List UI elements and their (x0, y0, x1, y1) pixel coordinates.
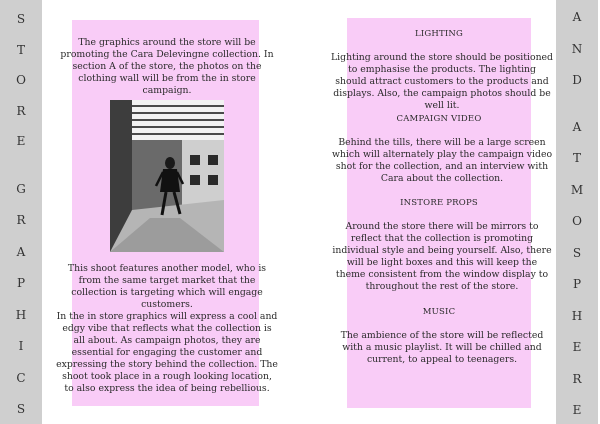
banner-letter: E (572, 340, 582, 354)
banner-letter: I (18, 339, 24, 353)
banner-letter: O (16, 73, 26, 87)
banner-letter: N (571, 42, 583, 56)
photo-caption-text: This shoot features another model, who is from the same target market that the collection is targeting which will engage customers. (67, 263, 267, 310)
graphics-body-text: In the in store graphics will express a cool and edgy vibe that reflects what the collection is all about. As campaign photos, they are essential for engaging the customer and expressing the story behind the collection. The shoot took place in a rough looking location, to also express the idea of being rebellious. (56, 311, 278, 394)
banner-letter: P (572, 277, 582, 291)
campaign-video-text: Behind the tills, there will be a large screen which will alternately play the campaign video shot for the collection, and an interview with Cara about the collection. (331, 137, 553, 184)
banner-letter: R (572, 372, 582, 386)
banner-letter: S (16, 402, 26, 416)
banner-letter: M (570, 183, 584, 197)
campaign-photo (110, 100, 224, 252)
banner-letter: A (572, 120, 582, 134)
banner-letter: H (571, 309, 583, 323)
banner-letter: T (16, 43, 25, 57)
instore-props-heading: INSTORE PROPS (400, 198, 478, 208)
right-banner (556, 0, 598, 424)
lighting-heading: LIGHTING (414, 29, 464, 39)
banner-letter: E (16, 134, 26, 148)
banner-letter: R (16, 213, 26, 227)
banner-letter: S (572, 246, 582, 260)
banner-letter: A (572, 10, 582, 24)
banner-letter: S (16, 12, 26, 26)
banner-letter: H (15, 308, 27, 322)
graphics-intro-text: The graphics around the store will be promoting the Cara Delevingne collection. In section A of the store, the photos on the clothing wall will be from the in store campaign. (60, 37, 274, 96)
banner-letter: G (16, 182, 26, 196)
banner-letter: C (16, 371, 26, 385)
banner-letter: O (572, 214, 582, 228)
music-text: The ambience of the store will be reflected with a music playlist. It will be chilled and current, to appeal to teenagers. (340, 330, 544, 365)
campaign-video-heading: CAMPAIGN VIDEO (396, 114, 482, 124)
banner-letter: T (572, 151, 581, 165)
lighting-text: Lighting around the store should be positioned to emphasise the products. The lighting should attract customers to the products and displays. Also, the campaign photos should be well lit. (331, 52, 554, 111)
banner-letter: D (572, 73, 582, 87)
music-heading: MUSIC (422, 307, 456, 317)
left-banner (0, 0, 42, 424)
banner-letter: P (16, 276, 26, 290)
banner-letter: R (16, 104, 26, 118)
banner-letter: A (16, 245, 26, 259)
banner-letter: E (572, 403, 582, 417)
instore-props-text: Around the store there will be mirrors to reflect that the collection is promoting individual style and being yourself. Also, there will be light boxes and this will keep the theme consistent from the window display to throughout the rest of the store. (332, 221, 552, 292)
